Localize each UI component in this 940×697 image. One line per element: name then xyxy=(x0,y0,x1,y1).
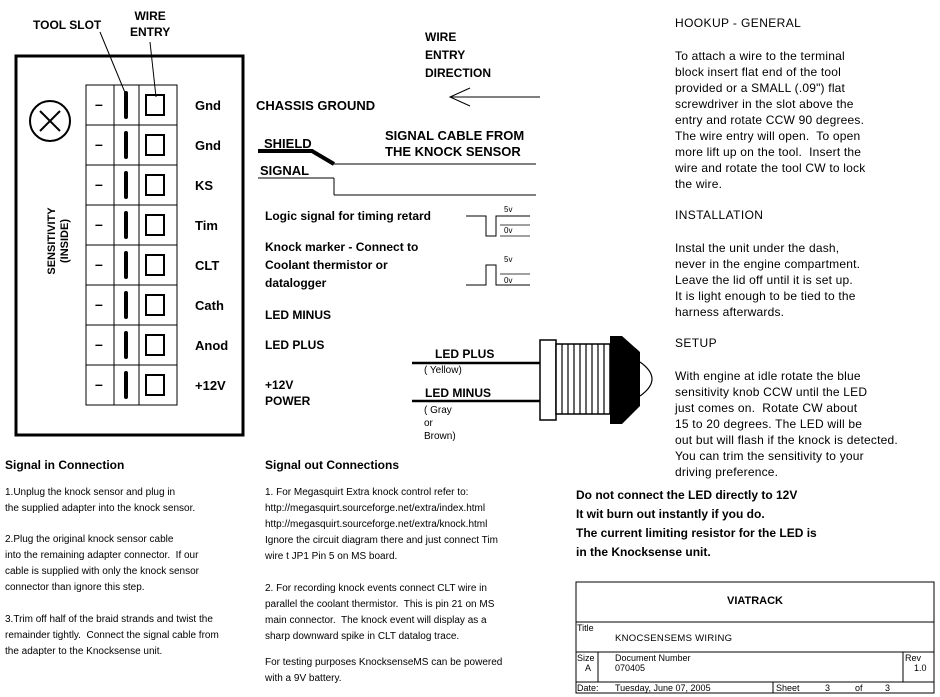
setup-text: With engine at idle rotate the blue sensitivity knob CCW until the LED just comes on. Rotate CW about 15 to 20 degrees. The LED will be out but will flash if the knock is detected. You can trim the sensitivity to your driving preference. xyxy=(675,369,898,479)
led-plus-wire-label: LED PLUS xyxy=(435,347,495,361)
wire-direction-arrow xyxy=(450,88,540,106)
terminal-dash: – xyxy=(95,136,103,152)
terminal-label-ks: KS xyxy=(195,178,214,193)
signal-in-step: 2.Plug the original knock sensor cable into the remaining adapter connector. If our cable is supplied with only the knock sensor connector than ignore this step. xyxy=(5,534,199,593)
setup-title: SETUP xyxy=(675,336,718,350)
terminal-row-lines xyxy=(86,125,177,365)
terminal-label-12v: +12V xyxy=(195,378,226,393)
sheet-value: 3 xyxy=(825,683,831,693)
size-value: A xyxy=(585,663,592,673)
logic-signal-label: Logic signal for timing retard xyxy=(265,209,432,223)
terminal-label-gnd: Gnd xyxy=(195,138,221,153)
signal-out-step: 2. For recording knock events connect CLT wire in parallel the coolant thermistor. This is pin 21 on MS main connector. The knock event will display as a sharp downward spike in CLT datalog trace. xyxy=(265,583,495,642)
tool-slot-label: TOOL SLOT xyxy=(33,18,102,32)
led-warning: Do not connect the LED directly to 12V It wit burn out instantly if you do. The current limiting resistor for the LED is in the Knocksense unit. xyxy=(576,488,817,559)
led-plus-terminal-label: LED PLUS xyxy=(265,338,325,352)
shield-label: SHIELD xyxy=(264,136,312,151)
terminal-dash: – xyxy=(95,296,103,312)
company-name: VIATRACK xyxy=(726,595,783,607)
signal-in-step: 1.Unplug the knock sensor and plug in the supplied adapter into the knock sensor. xyxy=(5,487,196,514)
signal-in-step: 3.Trim off half of the braid strands and twist the remainder tightly. Connect the signal cable from the adapter to the Knocksense unit. xyxy=(5,614,219,657)
docnum-value: 070405 xyxy=(615,663,646,673)
volt-high-label: 5v xyxy=(504,205,513,214)
hookup-text: To attach a wire to the terminal block insert flat end of the tool provided or a SMALL (.09") flat screwdriver in the slot above the entry and rotate CCW 90 degrees. The wire entry will open. To open more lift up on the tool. Insert the wire and rotate the tool CW to lock the wire. xyxy=(675,49,866,191)
terminal-label-cath: Cath xyxy=(195,298,224,313)
installation-title: INSTALLATION xyxy=(675,208,764,222)
rev-label: Rev xyxy=(905,653,922,663)
date-label: Date: xyxy=(577,683,599,693)
wire-entry-direction-label: WIRE ENTRY DIRECTION xyxy=(425,30,491,80)
date-value: Tuesday, June 07, 2005 xyxy=(615,683,711,693)
installation-text: Instal the unit under the dash, never in the engine compartment. Leave the lid off until it is set up. It is light enough to be tied to the harness afterwards. xyxy=(675,241,861,319)
docnum-label: Document Number xyxy=(615,653,691,663)
signal-label: SIGNAL xyxy=(260,163,310,178)
terminal-dash: – xyxy=(95,336,103,352)
terminal-label-tim: Tim xyxy=(195,218,218,233)
terminal-label-anod: Anod xyxy=(195,338,229,353)
wire-entry-label: WIRE ENTRY xyxy=(130,9,171,39)
hookup-title: HOOKUP - GENERAL xyxy=(675,16,802,30)
terminal-label-gnd: Gnd xyxy=(195,98,221,113)
signal-cable-label: SIGNAL CABLE FROM THE KNOCK SENSOR xyxy=(385,128,525,159)
size-label: Size xyxy=(577,653,595,663)
sensitivity-label: SENSITIVITY (INSIDE) xyxy=(46,207,71,275)
volt-high-label: 5v xyxy=(504,255,513,264)
sensitivity-knob xyxy=(30,101,70,141)
terminal-dash: – xyxy=(95,376,103,392)
volt-low-label: 0v xyxy=(504,226,513,235)
sheet-label: Sheet xyxy=(776,683,800,693)
knock-marker-waveform xyxy=(466,265,530,285)
led-minus-color: ( Gray or Brown) xyxy=(424,405,456,442)
volt-low-label: 0v xyxy=(504,276,513,285)
led-assembly xyxy=(540,336,652,424)
terminal-dash: – xyxy=(95,216,103,232)
signal-out-step: For testing purposes KnocksenseMS can be powered with a 9V battery. xyxy=(265,657,503,684)
title-value: KNOCSENSEMS WIRING xyxy=(615,633,733,644)
chassis-ground-label: CHASSIS GROUND xyxy=(256,98,376,113)
title-label: Title xyxy=(577,623,594,633)
led-plus-color: ( Yellow) xyxy=(424,365,462,376)
terminal-label-clt: CLT xyxy=(195,258,220,273)
tool-slot-pointer xyxy=(100,32,126,95)
led-minus-wire-label: LED MINUS xyxy=(425,386,491,400)
knock-marker-label: Knock marker - Connect to Coolant thermistor or datalogger xyxy=(265,240,419,290)
rev-value: 1.0 xyxy=(914,663,927,673)
terminal-dash: – xyxy=(95,176,103,192)
terminal-dash: – xyxy=(95,256,103,272)
signal-in-title: Signal in Connection xyxy=(5,458,125,472)
power-label: +12V POWER xyxy=(265,378,311,408)
of-value: 3 xyxy=(885,683,891,693)
of-label: of xyxy=(855,683,863,693)
wire-entry-pointer xyxy=(150,42,156,97)
led-minus-terminal-label: LED MINUS xyxy=(265,308,331,322)
signal-out-step: 1. For Megasquirt Extra knock control refer to: http://megasquirt.sourceforge.net/extra/index.html http://megasquirt.sourceforge.net/extra/knock.html Ignore the circuit diagram there and just connect Tim wire t JP1 Pin 5 on MS board. xyxy=(265,487,498,562)
terminal-dash: – xyxy=(95,96,103,112)
signal-out-title: Signal out Connections xyxy=(265,458,399,472)
timing-retard-waveform xyxy=(466,216,530,236)
